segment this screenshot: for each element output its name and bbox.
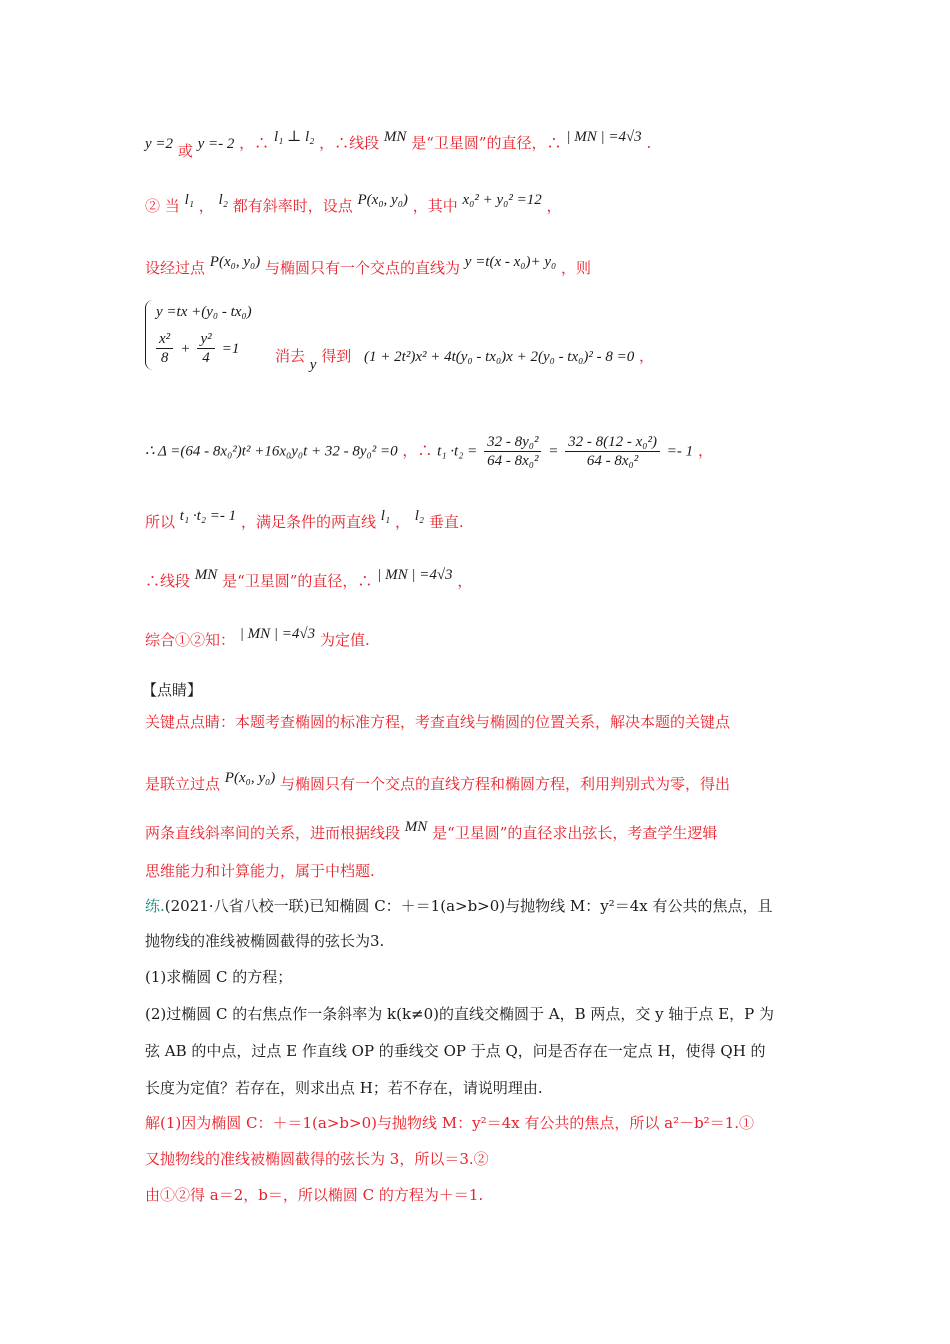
l2-label: l₂ [414, 508, 425, 524]
end-text: 垂直. [428, 513, 464, 531]
slope-text: 都有斜率时，设点 [232, 197, 353, 215]
exercise-line-6: 长度为定值？若存在，则求出点 H；若不存在，请说明理由. [145, 1079, 543, 1097]
var-y: y [309, 357, 317, 373]
perp-eq: l₁ ⊥ l₂ [273, 129, 315, 145]
denominator: 64 - 8x₀² [487, 453, 539, 469]
dianjing-para-2 [145, 770, 730, 796]
elimination-line [275, 345, 655, 373]
case-two-lead: ② 当 [145, 197, 180, 215]
discriminant-eq: ∴ Δ =(64 - 8x₀²)t² +16x₀y₀t + 32 - 8y₀² =0 [145, 443, 398, 460]
dianjing-para-1: 关键点点睛：本题考查椭圆的标准方程，考查直线与椭圆的位置关系，解决本题的关键点 [145, 713, 731, 731]
denominator: 8 [160, 350, 169, 366]
system-row-2 [154, 330, 239, 367]
point-p: P(x₀, y₀) [209, 254, 261, 270]
line-5 [145, 433, 713, 470]
eq-ym2: y =- 2 [197, 136, 235, 152]
diameter-text: 是“卫星圆”的直径，∴ [411, 134, 562, 152]
segment-text: ，∴线段 [319, 134, 380, 152]
exercise-line-5: 弦 AB 的中点，过点 E 作直线 OP 的垂线交 OP 于点 Q，问是否存在一定点 H，使得 QH 的 [145, 1042, 766, 1060]
denominator: 64 - 8x₀² [586, 453, 639, 469]
l2-label: l₂ [218, 192, 228, 208]
equals: = [548, 443, 559, 460]
mn-label: MN [404, 819, 428, 835]
denominator: 4 [202, 350, 210, 366]
text: 是联立过点 [145, 775, 221, 793]
fraction-y2-4 [197, 330, 214, 367]
line-1 [145, 129, 652, 160]
end-text: ， [639, 347, 655, 365]
line-7 [145, 567, 473, 593]
mn-length: | MN | =4√3 [566, 129, 642, 145]
rhs: =1 [221, 341, 240, 357]
l1-label: l₁ [380, 508, 391, 524]
or-text: 或 [177, 142, 193, 160]
text: 两条直线斜率间的关系，进而根据线段 [145, 824, 401, 842]
end-text: ， [697, 441, 713, 460]
condition-text: ，满足条件的两直线 [240, 513, 376, 531]
mn-length: | MN | =4√3 [239, 626, 316, 642]
exercise-line-2: 抛物线的准线被椭圆截得的弦长为3. [145, 932, 385, 950]
line-text: 与椭圆只有一个交点的直线为 [264, 259, 460, 277]
text: 是“卫星圆”的直径求出弦长，考查学生逻辑 [432, 824, 718, 842]
system-row-1: y =tx +(y₀ - tx₀) [156, 304, 252, 320]
lead-text: ∴线段 [145, 572, 191, 590]
dianjing-para-4: 思维能力和计算能力，属于中档题. [145, 862, 375, 880]
fraction-2 [565, 433, 660, 470]
solution-line-2: 又抛物线的准线被椭圆截得的弦长为 3，所以＝3.② [145, 1150, 489, 1168]
fraction-x2-8 [156, 330, 173, 367]
plus: + [180, 341, 191, 357]
l1-label: l₁ [184, 192, 194, 208]
numerator: 32 - 8y₀² [484, 433, 541, 452]
line-6 [145, 508, 464, 534]
text: (2021·八省八校一联)已知椭圆 C：＋＝1(a>b>0)与抛物线 M：y²＝4x 有公共的焦点，且 [164, 897, 773, 915]
line-8 [145, 626, 370, 652]
mn-length: | MN | =4√3 [377, 567, 453, 583]
end-text: 为定值. [319, 631, 370, 649]
lead-text: 所以 [145, 513, 176, 531]
mid-text: ，其中 [412, 197, 458, 215]
line-eq: y =t(x - x₀)+ y₀ [464, 254, 557, 270]
comma: ， [198, 197, 214, 215]
circle-eq: x₀² + y₀² =12 [462, 192, 542, 208]
point-p: P(x₀, y₀) [224, 770, 276, 786]
diameter-text: 是“卫星圆”的直径，∴ [222, 572, 373, 590]
end-text: ，则 [561, 259, 592, 277]
exercise-line-1 [145, 895, 773, 917]
eq-y2: y =2 [145, 136, 174, 152]
mn-label: MN [194, 567, 218, 583]
t-product: t₁ ·t₂ = [437, 443, 478, 460]
numerator: x² [156, 330, 173, 349]
fraction-1 [484, 433, 541, 470]
line-2 [145, 192, 562, 218]
comma: ， [394, 513, 410, 531]
text: 与椭圆只有一个交点的直线方程和椭圆方程，利用判别式为零，得出 [279, 775, 730, 793]
solution-line-3: 由①②得 a＝2，b＝，所以椭圆 C 的方程为＋＝1. [145, 1186, 484, 1204]
end-text: ， [546, 197, 562, 215]
dianjing-para-3 [145, 819, 718, 845]
numerator: 32 - 8(12 - x₀²) [565, 433, 660, 452]
end-text: ， [457, 572, 473, 590]
sep-text: ，∴ [239, 134, 270, 152]
solution-line-1: 解(1)因为椭圆 C：＋＝1(a>b>0)与抛物线 M：y²＝4x 有公共的焦点，所以 a²－b²＝1.① [145, 1114, 755, 1132]
dianjing-header: 【点睛】 [142, 681, 203, 699]
line-3 [145, 254, 592, 280]
end-text: . [646, 134, 652, 152]
lead-text: 设经过点 [145, 259, 206, 277]
sep-text: ，∴ [402, 441, 433, 460]
exercise-line-4: (2)过椭圆 C 的右焦点作一条斜率为 k(k≠0)的直线交椭圆于 A，B 两点，交 y 轴于点 E，P 为 [145, 1005, 775, 1023]
numerator: y² [197, 330, 214, 349]
t-product-eq: t₁ ·t₂ =- 1 [179, 508, 237, 524]
point-p: P(x₀, y₀) [357, 192, 408, 208]
exercise-line-3: (1)求椭圆 C 的方程； [145, 968, 293, 986]
mn-label: MN [383, 129, 407, 145]
elim-text: 消去 [275, 347, 306, 365]
exercise-tag: 练. [145, 897, 165, 915]
equation-system [145, 300, 252, 370]
get-text: 得到 [321, 347, 352, 365]
lead-text: 综合①②知： [145, 631, 236, 649]
result: =- 1 [666, 443, 694, 460]
quadratic-eq: (1 + 2t²)x² + 4t(y₀ - tx₀)x + 2(y₀ - tx₀)² - 8 =0 [364, 349, 635, 365]
